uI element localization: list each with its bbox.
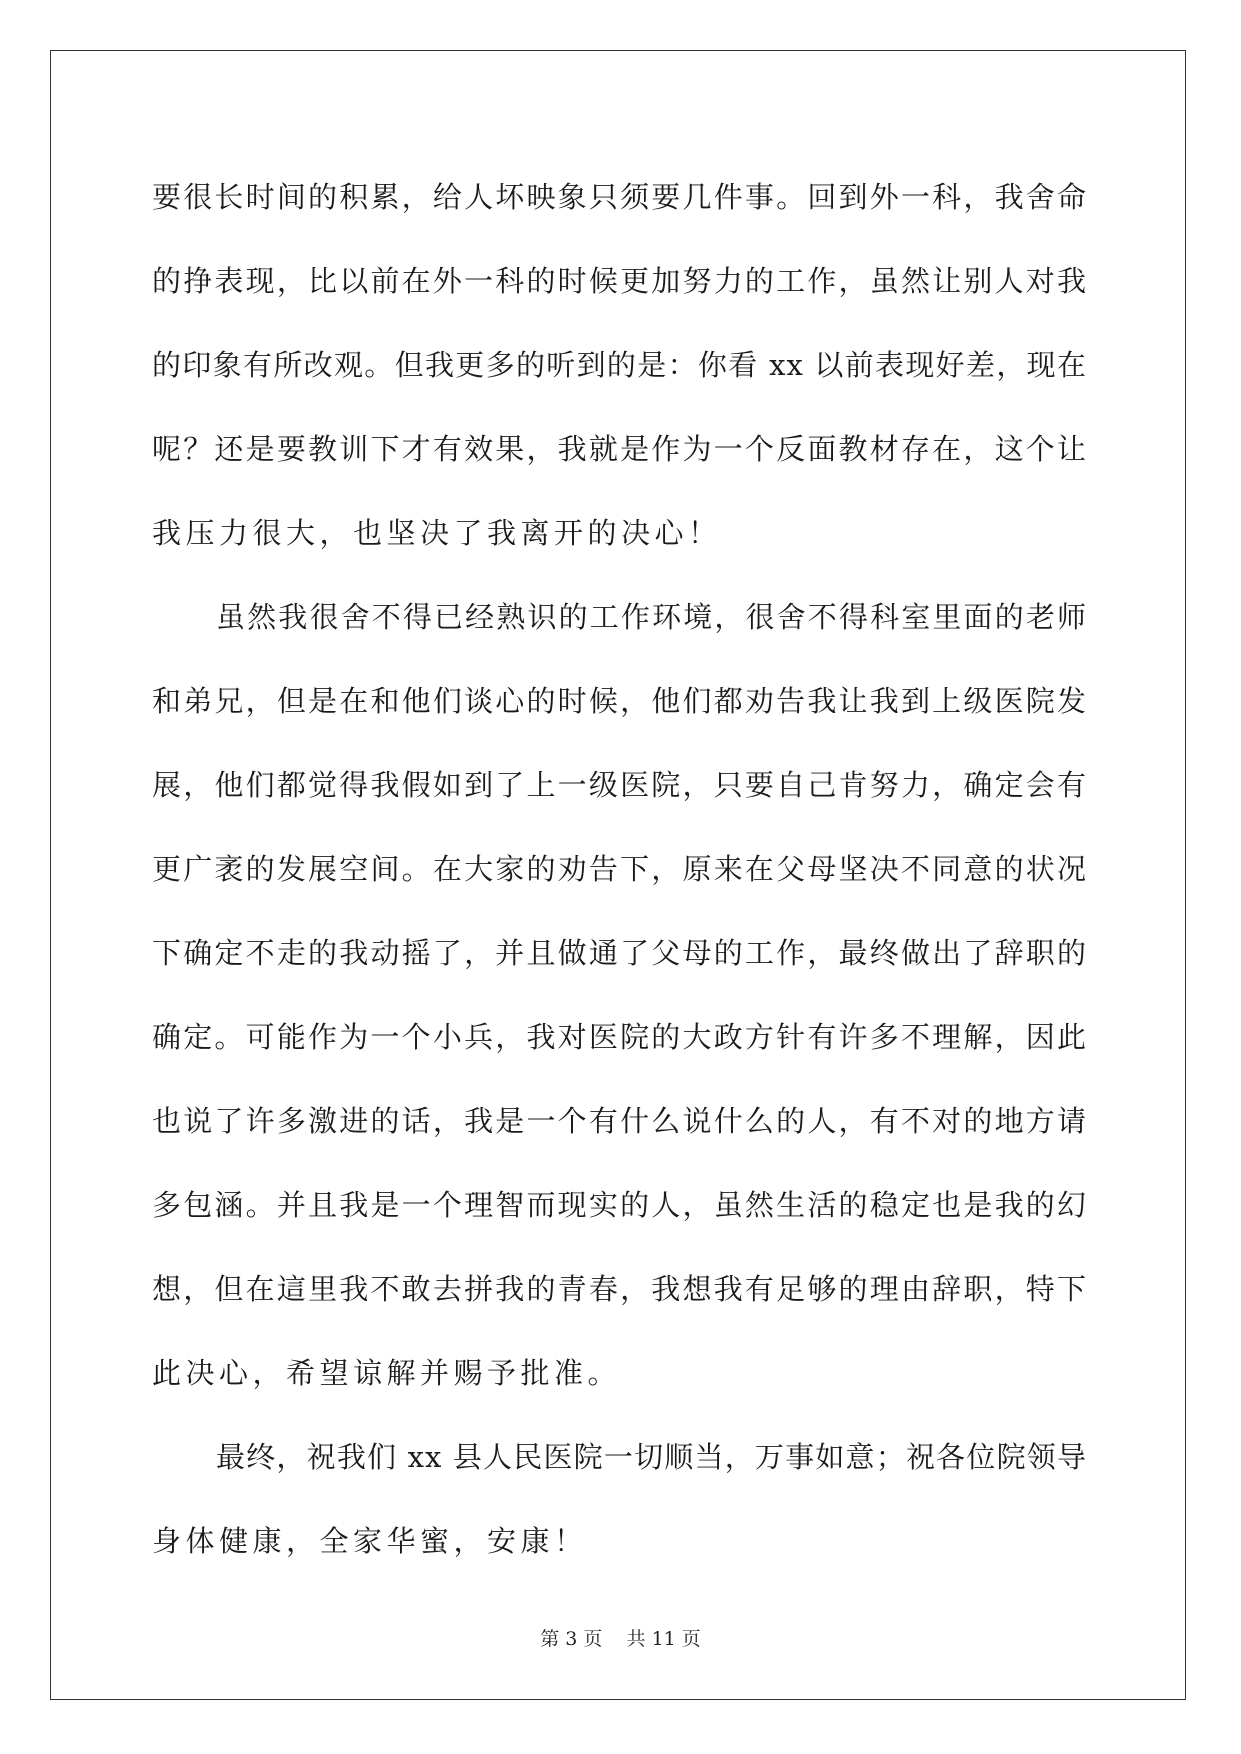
document-body (152, 155, 1087, 1583)
page-footer (0, 1624, 1241, 1651)
page-total: 共 11 页 (626, 1628, 701, 1650)
text-line: 和弟兄，但是在和他们谈心的时候，他们都劝告我让我到上级医院发 (152, 684, 1087, 718)
text-line: 下确定不走的我动摇了，并且做通了父母的工作，最终做出了辞职的 (152, 936, 1087, 970)
text-line: 想，但在這里我不敢去拼我的青春，我想我有足够的理由辞职，特下 (152, 1272, 1087, 1306)
text-line: 要很长时间的积累，给人坏映象只须要几件事。回到外一科，我舍命 (152, 180, 1087, 214)
text-line: 展，他们都觉得我假如到了上一级医院，只要自己肯努力，确定会有 (152, 768, 1087, 802)
text-line: 此决心，希望谅解并赐予批准。 (152, 1356, 622, 1390)
text-line: 虽然我很舍不得已经熟识的工作环境，很舍不得科室里面的老师 (216, 600, 1087, 634)
text-line: 我压力很大，也坚决了我离开的决心！ (152, 516, 722, 550)
text-line: 最终，祝我们 xx 县人民医院一切顺当，万事如意；祝各位院领导 (216, 1440, 1087, 1474)
text-line: 呢？还是要教训下才有效果，我就是作为一个反面教材存在，这个让 (152, 432, 1087, 466)
text-line: 的印象有所改观。但我更多的听到的是：你看 xx 以前表现好差，现在 (152, 348, 1087, 382)
text-line: 也说了许多激进的话，我是一个有什么说什么的人，有不对的地方请 (152, 1104, 1087, 1138)
text-line: 确定。可能作为一个小兵，我对医院的大政方针有许多不理解，因此 (152, 1020, 1087, 1054)
page-number: 第 3 页 (540, 1628, 603, 1650)
text-line: 多包涵。并且我是一个理智而现实的人，虽然生活的稳定也是我的幻 (152, 1188, 1087, 1222)
text-line: 的挣表现，比以前在外一科的时候更加努力的工作，虽然让别人对我 (152, 264, 1087, 298)
text-line: 更广袤的发展空间。在大家的劝告下，原来在父母坚决不同意的状况 (152, 852, 1087, 886)
text-line: 身体健康，全家华蜜，安康！ (152, 1524, 588, 1558)
